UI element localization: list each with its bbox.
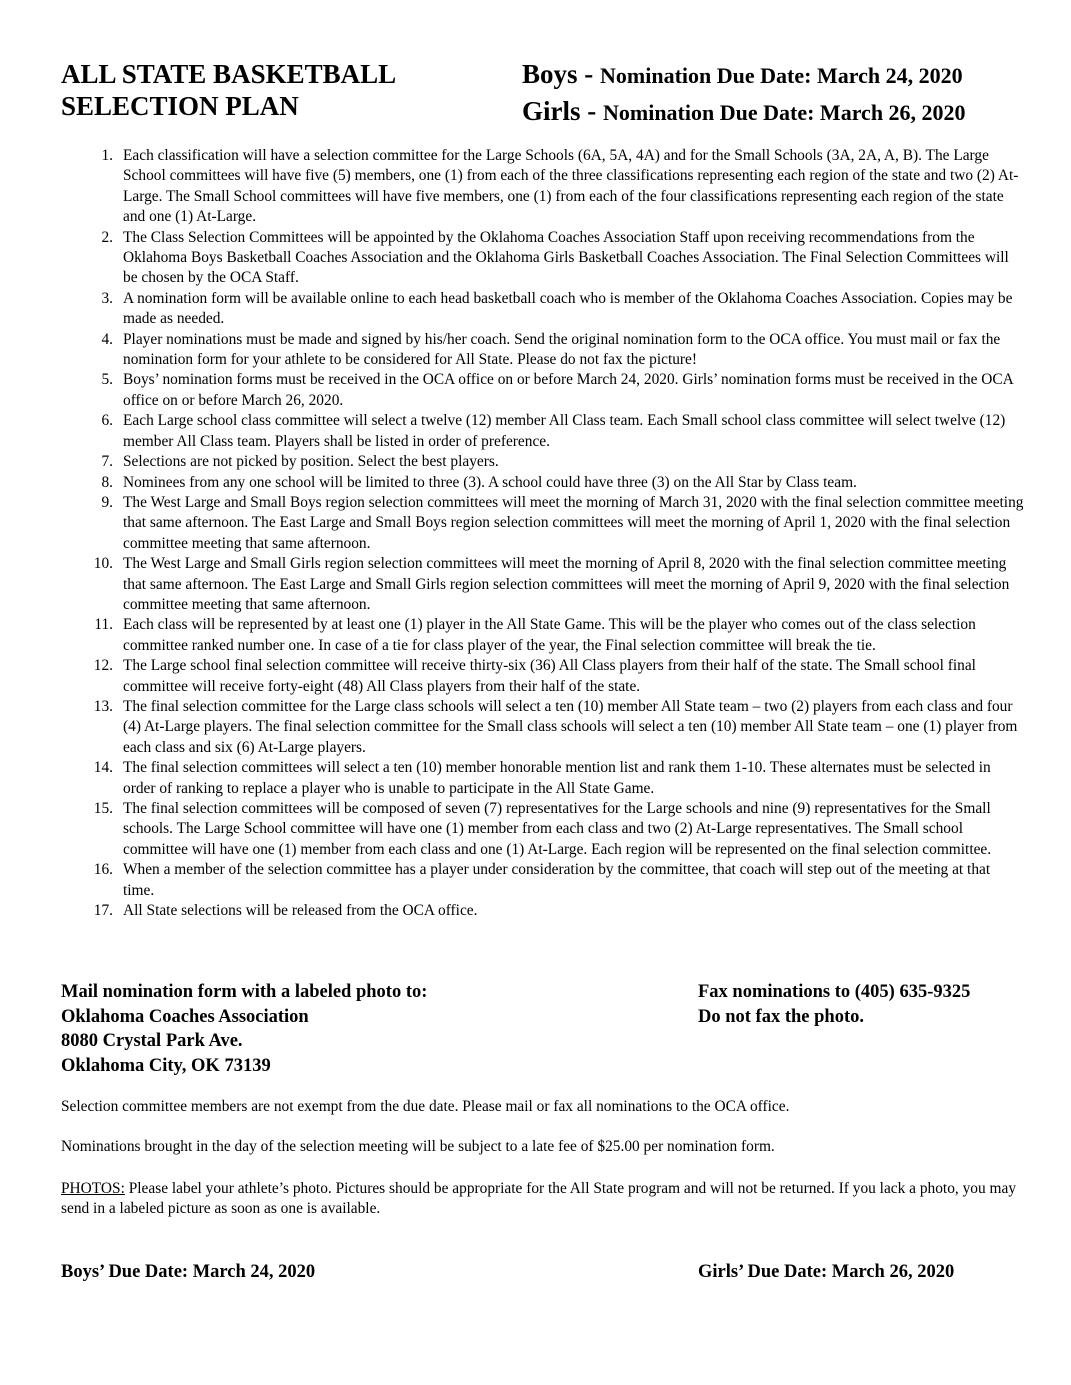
rule-number: 5. [101,371,113,389]
title-line-1: ALL STATE BASKETBALL [61,59,397,89]
rule-item [75,473,1025,493]
organization-name: Oklahoma Coaches Association [61,1006,309,1027]
rule-item [75,493,1025,554]
rule-text: The Large school final selection committee will receive thirty-six (36) All Class players from their half of the state. The Small school final committee will receive forty-eight (48) All Class players from their half of the state. [123,657,976,695]
rule-number: 10. [93,555,113,573]
rule-number: 8. [101,473,113,491]
rule-text: A nomination form will be available online to each head basketball coach who is member of the Oklahoma Coaches Association. Copies may be made as needed. [123,289,1013,328]
rule-text: The final selection committees will select a ten (10) member honorable mention list and rank them 1-10. These alternates must be selected in order of ranking to replace a player who is unable to participate in the All State Game. [123,759,991,797]
rule-text: The Class Selection Committees will be appointed by the Oklahoma Coaches Association Staff upon receiving recommendations from the Oklahoma Boys Basketball Coaches Association and the Oklahoma Girls Basketball Coaches Association. The Final Selection Committees will be chosen by the OCA Staff. [123,228,1009,287]
rule-text: The final selection committees will be composed of seven (7) representatives for the Large schools and nine (9) representatives for the Small schools. The Large School committee will have one (1) member from each class and two (2) At-Large representatives. The Small school committee will have one (1) member from each class and one (1) At-Large. Each region will be represented on the final selection committee. [123,800,992,858]
rule-number: 3. [101,289,113,307]
street-address: 8080 Crystal Park Ave. [61,1031,243,1051]
rule-item [75,228,1025,289]
rule-text: When a member of the selection committee has a player under consideration by the committee, that coach will step out of the meeting at that time. [123,861,991,899]
rule-item [75,411,1025,452]
girls-label: Girls - [522,96,603,126]
boys-due-header [522,58,966,95]
document-title [61,58,396,122]
rule-number: 15. [93,800,113,817]
boys-due-footer: Boys’ Due Date: March 24, 2020 [61,1262,316,1282]
rule-item [75,370,1025,411]
rule-number: 14. [93,759,113,777]
rule-item [75,901,1025,921]
rule-text: The final selection committee for the Large class schools will select a ten (10) member All State team – two (2) players from each class and four (4) At-Large players. The final selection committee for the Small class schools will select a ten (10) member All State team – one (1) player from each class and six (6) At-Large players. [123,697,1018,756]
rule-number: 12. [93,657,113,675]
late-fee-note: Nominations brought in the day of the selection meeting will be subject to a late fee of $25.00 per nomination form. [61,1138,775,1155]
rule-item [75,554,1025,615]
due-date-header [522,58,966,132]
girls-due-footer: Girls’ Due Date: March 26, 2020 [698,1262,955,1282]
rule-text: Selections are not picked by position. Select the best players. [123,453,499,471]
rules-list [75,146,1025,921]
rule-text: Each classification will have a selection committee for the Large Schools (6A, 5A, 4A) and for the Small Schools (3A, 2A, A, B). The Large School committees will have five (5) members, one (1) from each of the three classifications representing each region of the state and two (2) At-Large. The Small School committees will have five members, one (1) from each of the four classifications representing each region of the state and one (1) At-Large. [123,147,1019,226]
rule-text: Boys’ nomination forms must be received in the OCA office on or before March 24, 2020. Girls’ nomination forms must be received in the OCA office on or before March 26, 2020. [123,371,1013,409]
rule-item [75,452,1025,472]
girls-due-date: Nomination Due Date: March 26, 2020 [603,100,966,125]
rule-text: The West Large and Small Girls region selection committees will meet the morning of April 8, 2020 with the final selection committee meeting that same afternoon. The East Large and Small Girls region selection committees will meet the morning of April 9, 2020 with the final selection committee meeting that same afternoon. [123,555,1010,613]
rule-item [75,615,1025,656]
mail-instruction: Mail nomination form with a labeled photo to: [61,982,428,1002]
rule-number: 11. [94,616,113,634]
rule-item [75,146,1025,228]
rule-text: Nominees from any one school will be limited to three (3). A school could have three (3) on the All Star by Class team. [123,473,857,491]
rule-text: Player nominations must be made and signed by his/her coach. Send the original nomination form to the OCA office. You must mail or fax the nomination form for your athlete to be considered for All State. Please do not fax the picture! [123,330,1001,369]
rule-text: Each class will be represented by at least one (1) player in the All State Game. This will be the player who comes out of the class selection committee ranked number one. In case of a tie for class player of the year, the Final selection committee will break the tie. [123,616,976,654]
rule-number: 17. [93,902,113,920]
fax-photo-note: Do not fax the photo. [698,1006,864,1027]
rule-item [75,758,1025,799]
city-state-zip: Oklahoma City, OK 73139 [61,1055,271,1076]
title-line-2: SELECTION PLAN [61,91,299,121]
photos-note [61,1179,1021,1220]
rule-text: Each Large school class committee will select a twelve (12) member All Class team. Each Small school class committee will select twelve (12) member All Class team. Players shall be listed in order of preference. [123,412,1006,450]
rule-item [75,860,1025,901]
photos-text: Please label your athlete’s photo. Pictures should be appropriate for the All State program and will not be returned. If you lack a photo, you may send in a labeled picture as soon as one is available. [61,1180,1017,1218]
rule-item [75,330,1025,371]
rule-number: 4. [101,330,113,348]
photos-label: PHOTOS: [61,1180,125,1197]
boys-due-date: Nomination Due Date: March 24, 2020 [600,63,963,88]
mailing-address [61,980,427,1078]
rule-text: The West Large and Small Boys region selection committees will meet the morning of March 31, 2020 with the final selection committee meeting that same afternoon. The East Large and Small Boys region selection committees will meet the morning of April 1, 2020 with the final selection committee meeting that same afternoon. [123,493,1024,552]
girls-due-header [522,95,966,132]
rule-number: 13. [93,697,113,715]
rule-number: 9. [101,493,113,511]
rule-item [75,697,1025,758]
fax-number: Fax nominations to (405) 635-9325 [698,982,971,1002]
rule-number: 16. [93,861,113,879]
rule-item [75,799,1025,860]
rule-item [75,289,1025,330]
rule-number: 6. [101,412,113,430]
rule-text: All State selections will be released from the OCA office. [123,902,478,920]
fax-info [698,980,970,1029]
boys-label: Boys - [522,59,601,89]
rule-number: 7. [101,453,113,471]
rule-item [75,656,1025,697]
rule-number: 1. [101,147,113,164]
exempt-note: Selection committee members are not exempt from the due date. Please mail or fax all nominations to the OCA office. [61,1098,790,1115]
rule-number: 2. [101,228,113,246]
